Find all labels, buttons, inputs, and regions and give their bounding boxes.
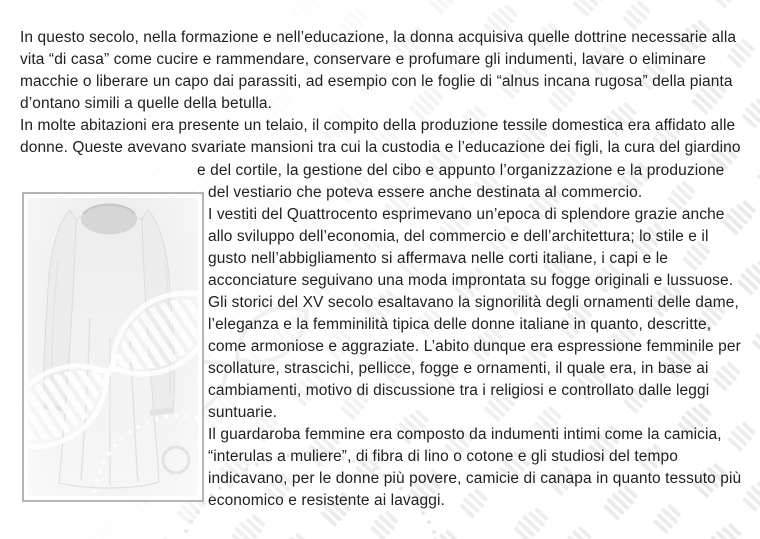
text-line: l’eleganza e la femminilità tipica delle donne italiane in quanto, descritte,	[208, 316, 712, 333]
text-line: Gli storici del XV secolo esaltavano la signorilità degli ornamenti delle dame,	[208, 294, 739, 311]
text-line: gusto nell’abbigliamento si affermava nelle corti italiane, i capi e le	[208, 250, 669, 267]
text-line: In molte abitazioni era presente un telaio, il compito della produzione tessile domestica era affidato alle	[20, 117, 736, 134]
text-line: acconciature seguivano una moda improntata su fogge originali e lussuose.	[208, 272, 734, 289]
text-line: indicavano, per le donne più povere, camicie di canapa in quanto tessuto più	[208, 470, 742, 487]
tunic-illustration	[28, 198, 198, 496]
text-line: macchie o liberare un capo dai parassiti, ad esempio con le foglie di “alnus incana rugosa” della pianta	[20, 73, 733, 90]
garment-photo	[22, 192, 204, 502]
garment-photo-inner	[28, 198, 198, 496]
text-line: donne. Queste avevano svariate mansioni tra cui la custodia e l’educazione dei figli, la cura del giardino	[20, 139, 741, 156]
wrapped-text	[197, 160, 742, 512]
text-line: scollature, strascichi, pellicce, fogge e ornamenti, il quale era, in base ai	[208, 360, 709, 377]
intro-text	[20, 27, 741, 159]
text-line: In questo secolo, nella formazione e nell’educazione, la donna acquisiva quelle dottrine necessarie alla	[20, 29, 737, 46]
text-line: “interulas a muliere”, di fibra di lino o cotone e gli studiosi del tempo	[208, 448, 678, 465]
text-line: allo sviluppo dell’economia, del commercio e dell’architettura; lo stile e il	[208, 228, 709, 245]
text-line: Il guardaroba femmine era composto da indumenti intimi come la camicia,	[208, 426, 722, 443]
text-line: d’ontano simili a quelle della betulla.	[20, 95, 273, 112]
text-line: come armoniose e aggraziate. L’abito dunque era espressione femminile per	[208, 338, 741, 355]
text-line: cambiamenti, motivo di discussione tra i religiosi e controllato dalle leggi	[208, 382, 710, 399]
text-line: e del cortile, la gestione del cibo e appunto l’organizzazione e la produzione	[197, 162, 725, 179]
text-line: suntuarie.	[208, 404, 278, 421]
text-line: del vestiario che poteva essere anche destinata al commercio.	[208, 184, 643, 201]
text-line: economico e resistente ai lavaggi.	[208, 492, 445, 509]
text-line: I vestiti del Quattrocento esprimevano un’epoca di splendore grazie anche	[208, 206, 725, 223]
text-line: vita “di casa” come cucire e rammendare, conservare e profumare gli indumenti, lavare o eliminare	[20, 51, 706, 68]
